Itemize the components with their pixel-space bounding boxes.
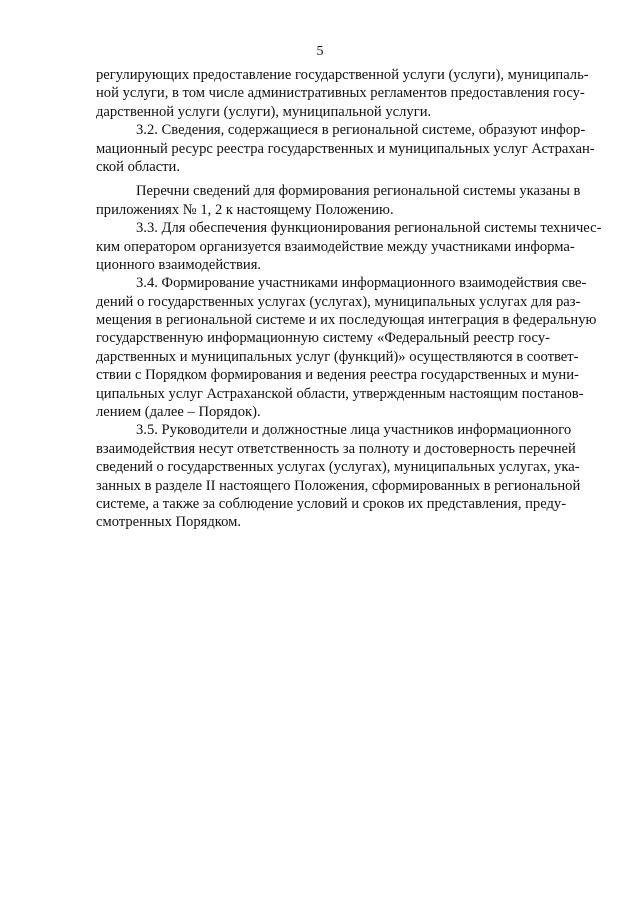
text-line: ким оператором организуется взаимодействие между участниками информа-: [96, 238, 575, 255]
paragraph-clause-3-2: [96, 121, 595, 176]
text-line: приложениях № 1, 2 к настоящему Положению.: [96, 201, 394, 218]
text-line: ской области.: [96, 158, 181, 175]
paragraph-clause-3-4: [96, 274, 597, 421]
paragraph-intro-continuation: [96, 66, 589, 121]
page-number: 5: [316, 44, 324, 59]
text-line: взаимодействия несут ответственность за полноту и достоверность перечней: [96, 440, 576, 457]
text-line: 3.4. Формирование участниками информационного взаимодействия све-: [136, 275, 587, 292]
text-line: Перечни сведений для формирования региональной системы указаны в: [136, 183, 581, 200]
text-line: ствии с Порядком формирования и ведения реестра государственных и муни-: [96, 367, 579, 384]
text-line: смотренных Порядком.: [96, 514, 242, 531]
paragraph-clause-3-3: [96, 219, 602, 274]
text-line: 3.3. Для обеспечения функционирования региональной системы техничес-: [136, 220, 602, 237]
text-line: мещения в региональной системе и их последующая интеграция в федеральную: [96, 312, 597, 329]
text-line: лением (далее – Порядок).: [96, 404, 261, 421]
text-line: дарственных и муниципальных услуг (функций)» осуществляются в соответ-: [96, 348, 579, 365]
text-line: ной услуги, в том числе административных регламентов предоставления госу-: [96, 85, 585, 102]
text-line: ционного взаимодействия.: [96, 256, 262, 273]
paragraph-clause-3-5: [96, 421, 581, 531]
text-line: дарственной услуги (услуги), муниципальной услуги.: [96, 103, 432, 120]
text-line: 3.5. Руководители и должностные лица участников информационного: [136, 422, 572, 439]
paragraph-lists-note: [96, 182, 581, 219]
document-body: [96, 66, 602, 532]
text-line: сведений о государственных услугах (услугах), муниципальных услугах, ука-: [96, 459, 580, 476]
text-line: государственную информационную систему «Федеральный реестр госу-: [96, 330, 550, 347]
text-line: дений о государственных услугах (услугах), муниципальных услугах для раз-: [96, 293, 581, 310]
text-line: системе, а также за соблюдение условий и сроков их представления, преду-: [96, 495, 567, 512]
text-line: 3.2. Сведения, содержащиеся в региональной системе, образуют инфор-: [136, 122, 586, 139]
text-line: занных в разделе II настоящего Положения, сформированных в региональной: [96, 477, 581, 494]
text-line: мационный ресурс реестра государственных и муниципальных услуг Астрахан-: [96, 140, 595, 157]
text-line: регулирующих предоставление государственной услуги (услуги), муниципаль-: [96, 67, 589, 83]
text-line: ципальных услуг Астраханской области, утвержденным настоящим постанов-: [96, 385, 584, 402]
